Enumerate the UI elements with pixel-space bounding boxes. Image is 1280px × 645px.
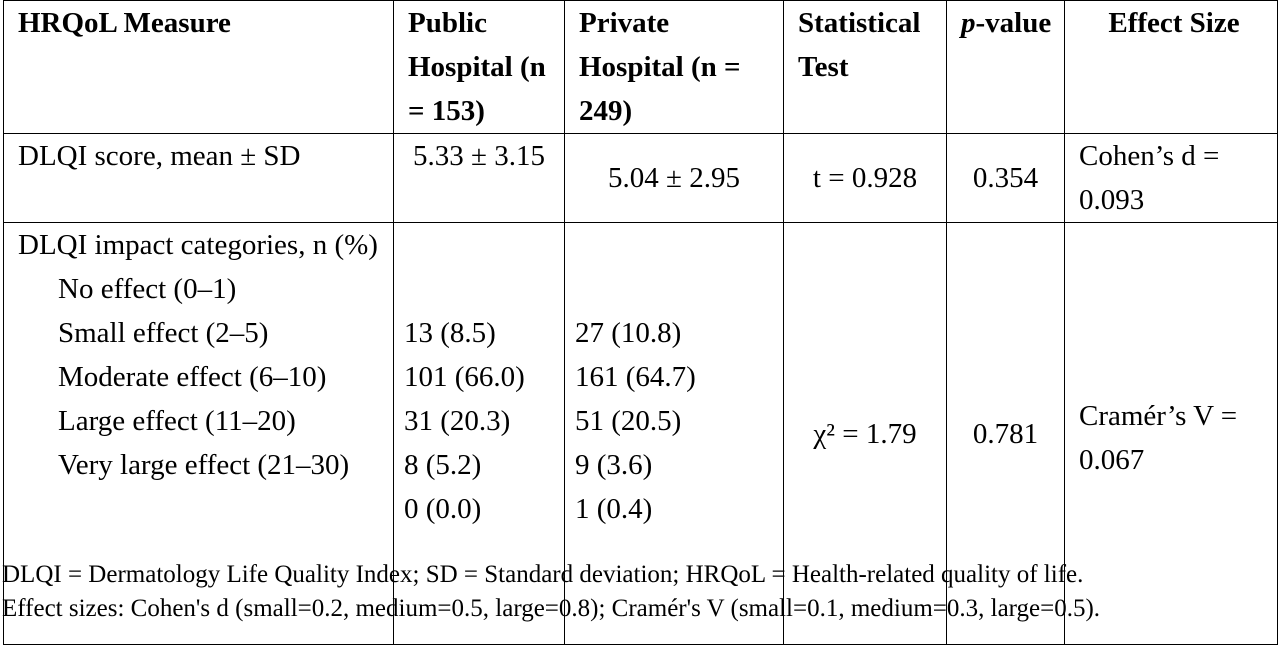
cell-score-p: 0.354 (947, 134, 1065, 223)
header-p-italic: p (961, 7, 976, 39)
impact-private-2: 51 (20.5) (575, 405, 682, 437)
cell-score-label: DLQI score, mean ± SD (4, 134, 394, 223)
cell-impact-p: 0.781 (947, 223, 1065, 645)
impact-heading: DLQI impact categories, n (%) (18, 229, 378, 261)
cell-score-private: 5.04 ± 2.95 (565, 134, 784, 223)
impact-public-4: 0 (0.0) (404, 493, 482, 525)
header-measure: HRQoL Measure (4, 1, 394, 134)
footnote-abbreviations: DLQI = Dermatology Life Quality Index; SD = Standard deviation; HRQoL = Health-related quality of life. (2, 561, 1084, 588)
header-p-suffix: -value (975, 7, 1052, 39)
impact-category-1: Small effect (2–5) (58, 317, 269, 349)
header-private-hospital: Private Hospital (n = 249) (565, 1, 784, 134)
footnote-effect-sizes: Effect sizes: Cohen's d (small=0.2, medium=0.5, large=0.8); Cramér's V (small=0.1, medium=0.3, large=0.5). (2, 595, 1101, 622)
impact-category-3: Large effect (11–20) (58, 405, 296, 437)
cell-impact-test: χ² = 1.79 (784, 223, 947, 645)
header-public-hospital: Public Hospital (n = 153) (394, 1, 565, 134)
impact-category-4: Very large effect (21–30) (58, 449, 350, 481)
impact-public-2: 31 (20.3) (404, 405, 511, 437)
impact-private-0: 27 (10.8) (575, 317, 682, 349)
hrqol-comparison-table (3, 0, 1278, 645)
header-statistical-test: Statistical Test (784, 1, 947, 134)
cell-score-public: 5.33 ± 3.15 (394, 134, 565, 223)
header-effect-size: Effect Size (1065, 1, 1278, 134)
impact-public-1: 101 (66.0) (404, 361, 525, 393)
cell-score-effect: Cohen’s d = 0.093 (1065, 134, 1278, 223)
table-header-row (4, 1, 1278, 134)
impact-category-2: Moderate effect (6–10) (58, 361, 327, 393)
table-row-dlqi-score (4, 134, 1278, 223)
header-p-value (947, 1, 1065, 134)
impact-private-1: 161 (64.7) (575, 361, 696, 393)
impact-effect-text: Cramér’s V = 0.067 (1079, 399, 1238, 476)
cell-score-test: t = 0.928 (784, 134, 947, 223)
impact-private-4: 1 (0.4) (575, 493, 653, 525)
impact-public-0: 13 (8.5) (404, 317, 496, 349)
impact-private-3: 9 (3.6) (575, 449, 653, 481)
impact-category-0: No effect (0–1) (58, 273, 237, 305)
impact-public-3: 8 (5.2) (404, 449, 482, 481)
